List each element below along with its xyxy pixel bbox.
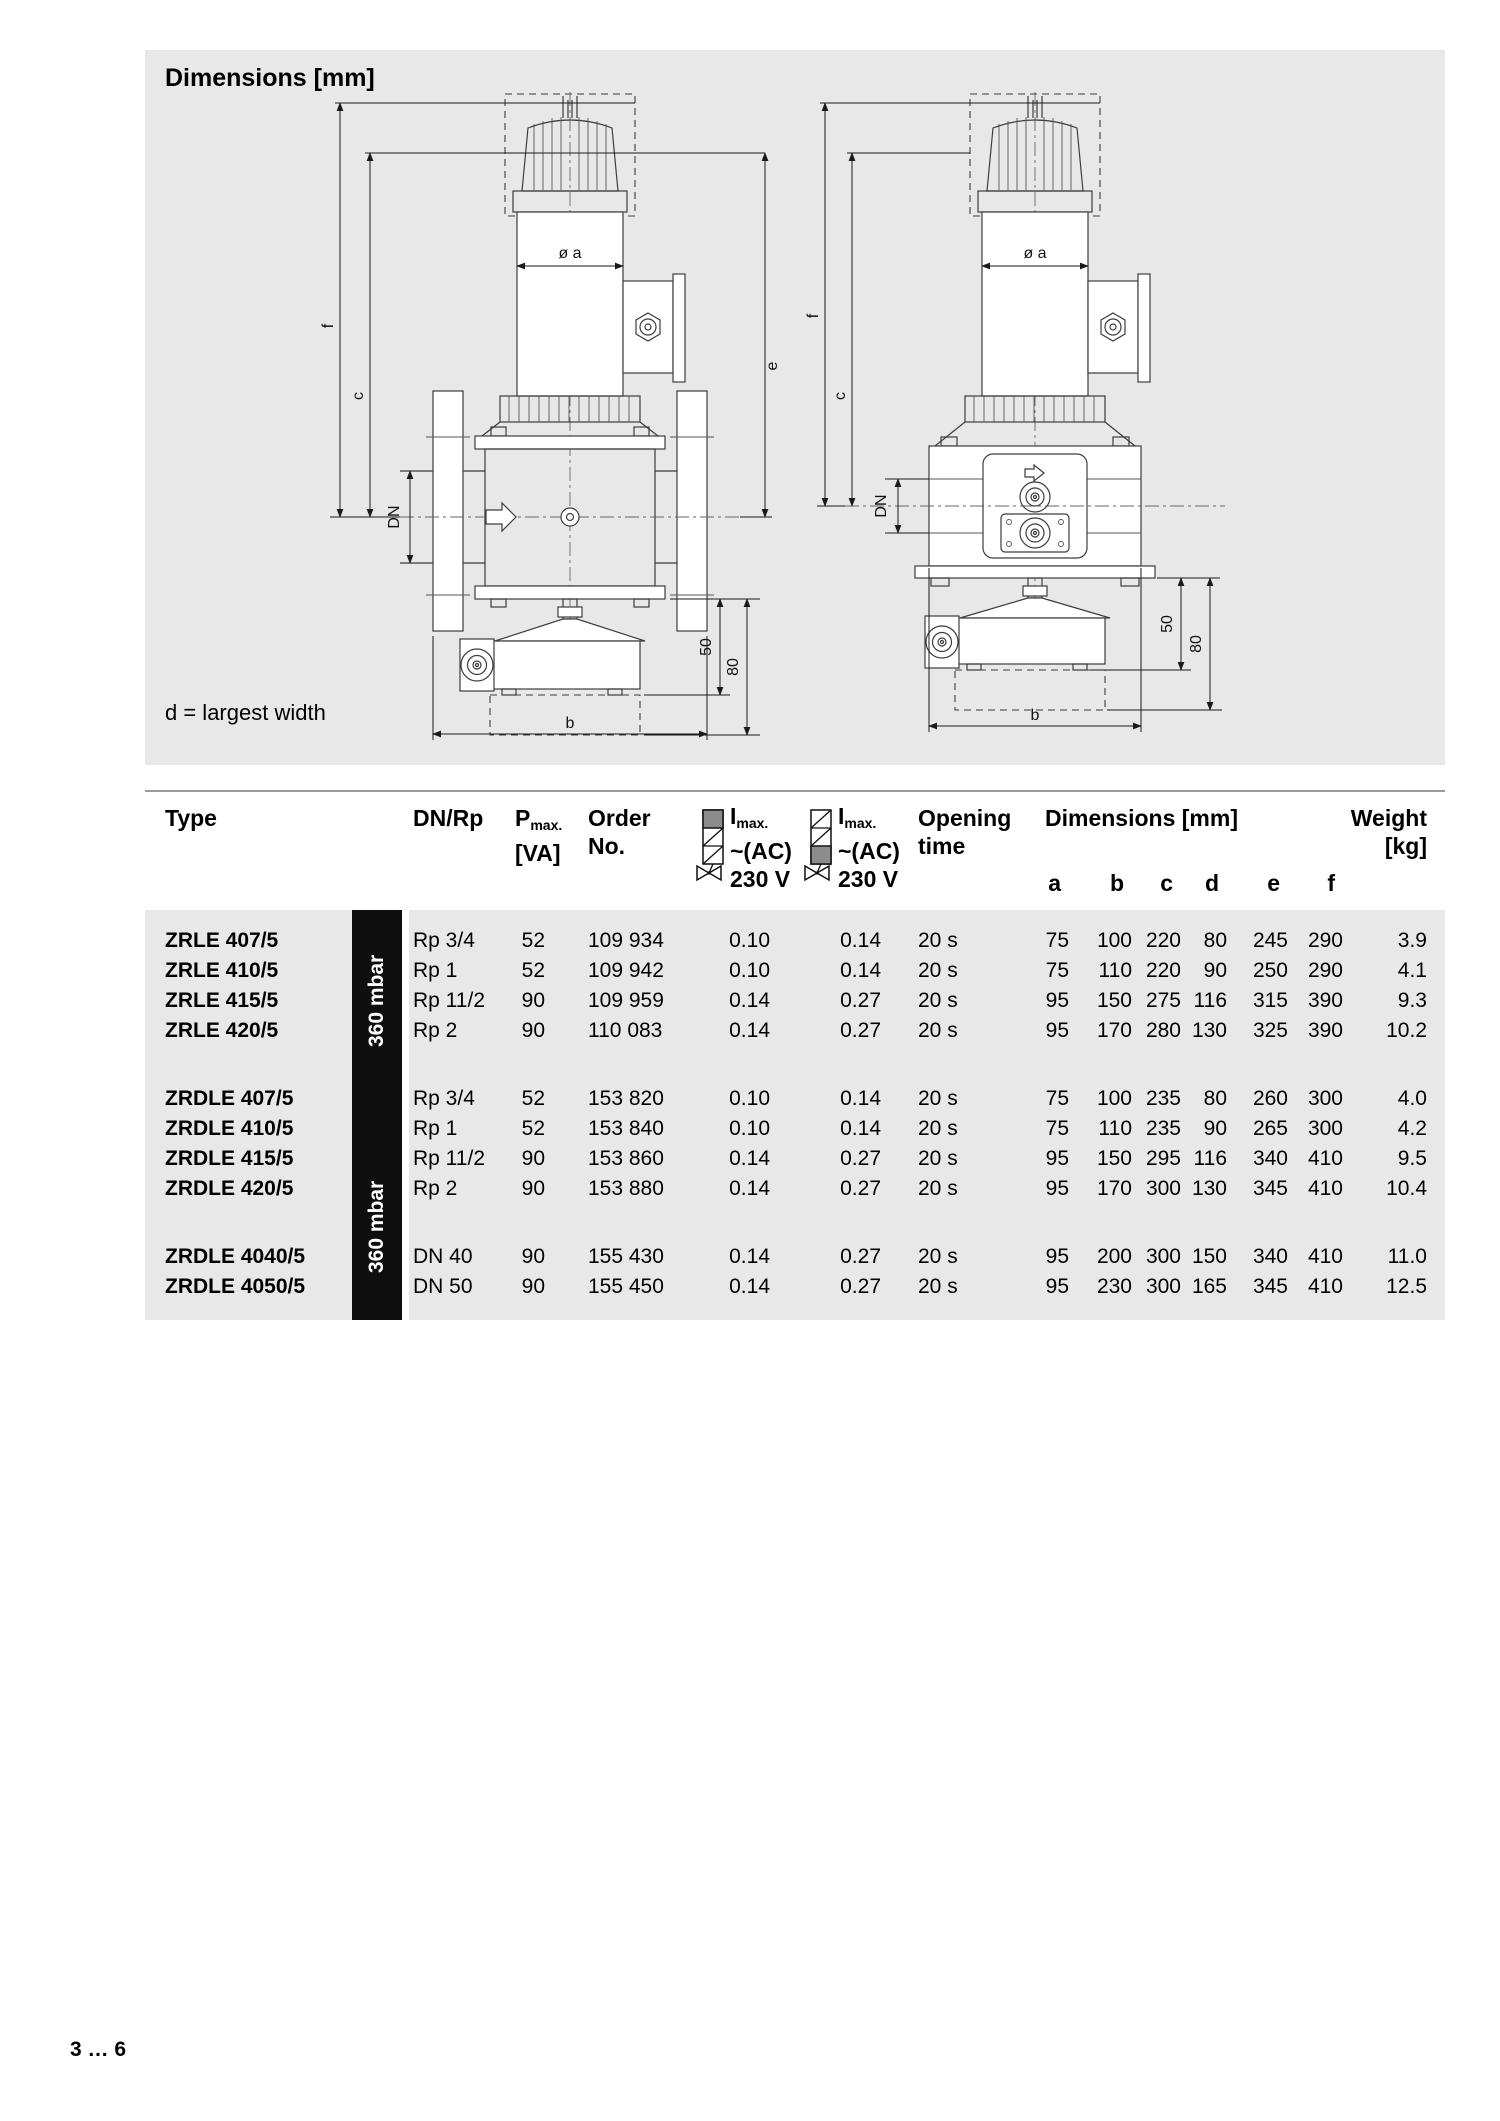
flow-arrow-icon [486, 503, 516, 531]
cell-col5: 0.27 [840, 1177, 881, 1200]
pmax-symbol: P [515, 805, 531, 831]
col-header-dimensions: Dimensions [mm] [1045, 805, 1238, 831]
panel-title: Dimensions [mm] [165, 64, 375, 92]
cell-col7: 75 [1045, 1117, 1069, 1140]
valve-drawing-flanged [250, 66, 830, 756]
cell-col6: 20 s [918, 1019, 958, 1042]
cell-col9: 300 [1145, 1245, 1181, 1268]
cell-col12: 390 [1307, 1019, 1343, 1042]
cell-col10: 130 [1191, 1019, 1227, 1042]
cell-col10: 80 [1203, 1087, 1227, 1110]
cell-col6: 20 s [918, 1275, 958, 1298]
cell-col4: 0.10 [729, 929, 770, 952]
cell-col3: 109 934 [588, 929, 664, 952]
cell-col1: Rp 1 [413, 959, 458, 982]
table-row [145, 986, 1445, 1016]
cell-col1: Rp 11/2 [413, 989, 485, 1012]
opening-line1: Opening [918, 805, 1012, 831]
cell-col13: 12.5 [1386, 1275, 1427, 1298]
cell-col9: 300 [1145, 1177, 1181, 1200]
row-group-zrdle [145, 1084, 1445, 1204]
table-row [145, 1114, 1445, 1144]
largest-width-caption: d = largest width [165, 700, 326, 725]
imax-subscript: max. [736, 815, 769, 831]
opening-line2: time [918, 833, 966, 859]
cell-col3: 153 820 [588, 1087, 664, 1110]
cell-col2: 52 [521, 1087, 545, 1110]
cell-col2: 90 [521, 989, 545, 1012]
cell-col7: 95 [1045, 989, 1069, 1012]
cell-col6: 20 s [918, 989, 958, 1012]
col-header-order-no [588, 804, 651, 860]
cell-col2: 52 [521, 959, 545, 982]
cell-col11: 340 [1252, 1245, 1288, 1268]
dim-label-b: b [565, 715, 575, 732]
pressure-range-label: 360 mbar [365, 954, 388, 1048]
cell-col4: 0.14 [729, 989, 770, 1012]
cell-col7: 95 [1045, 1245, 1069, 1268]
dim-label-dia-a: ø a [558, 245, 582, 262]
cell-col4: 0.14 [729, 1275, 770, 1298]
cell-col4: 0.10 [729, 1087, 770, 1110]
dim-label-50: 50 [1159, 615, 1176, 633]
cell-col5: 0.27 [840, 1245, 881, 1268]
table-row [145, 1242, 1445, 1272]
cell-col12: 410 [1307, 1177, 1343, 1200]
cell-col10: 116 [1193, 989, 1227, 1012]
dim-label-80: 80 [1188, 635, 1205, 653]
cell-col9: 295 [1145, 1147, 1181, 1170]
cell-col12: 410 [1307, 1275, 1343, 1298]
cell-col2: 90 [521, 1177, 545, 1200]
dim-label-f: f [320, 323, 337, 329]
col-header-pmax [515, 804, 562, 867]
cell-col5: 0.14 [840, 959, 881, 982]
row-group-zrle [145, 926, 1445, 1046]
cell-col9: 275 [1145, 989, 1181, 1012]
cell-col10: 80 [1203, 929, 1227, 952]
cell-col3: 110 083 [588, 1019, 663, 1042]
cell-col6: 20 s [918, 959, 958, 982]
cell-col7: 95 [1045, 1177, 1069, 1200]
cell-col8: 100 [1096, 929, 1132, 952]
cell-col13: 3.9 [1397, 929, 1427, 952]
cell-col1: Rp 11/2 [413, 1147, 485, 1170]
table-row [145, 1016, 1445, 1046]
cell-col11: 245 [1252, 929, 1288, 952]
cell-col6: 20 s [918, 1087, 958, 1110]
cell-col8: 150 [1096, 989, 1132, 1012]
cell-col0: ZRDLE 4050/5 [165, 1275, 306, 1298]
cell-col8: 100 [1096, 1087, 1132, 1110]
cell-col2: 52 [521, 1117, 545, 1140]
cell-col13: 4.0 [1397, 1087, 1427, 1110]
row-group-zrdle-dn [145, 1242, 1445, 1302]
cell-col1: Rp 3/4 [413, 929, 475, 952]
cell-col8: 110 [1098, 959, 1132, 982]
weight-line1: Weight [1350, 805, 1427, 831]
cell-col3: 109 959 [588, 989, 664, 1012]
imax-ac: ~(AC) [730, 838, 792, 864]
col-header-type: Type [165, 805, 217, 831]
cell-col12: 390 [1307, 989, 1343, 1012]
dim-letter-b: b [1109, 870, 1124, 896]
cell-col5: 0.14 [840, 1117, 881, 1140]
imax-voltage: 230 V [730, 866, 791, 892]
weight-line2: [kg] [1384, 833, 1427, 859]
cell-col9: 220 [1145, 959, 1181, 982]
cell-col13: 9.5 [1397, 1147, 1427, 1170]
cell-col13: 9.3 [1397, 989, 1427, 1012]
cell-col7: 75 [1045, 959, 1069, 982]
cell-col3: 153 880 [588, 1177, 664, 1200]
cell-col12: 410 [1307, 1245, 1343, 1268]
dim-label-b: b [1030, 707, 1040, 724]
cell-col8: 170 [1096, 1019, 1132, 1042]
cell-col9: 235 [1145, 1087, 1181, 1110]
dimensions-panel [145, 50, 1445, 765]
dim-label-f: f [805, 313, 822, 319]
cell-col8: 230 [1096, 1275, 1132, 1298]
cell-col13: 4.2 [1397, 1117, 1427, 1140]
cell-col3: 153 840 [588, 1117, 664, 1140]
order-line1: Order [588, 805, 651, 831]
cell-col8: 110 [1098, 1117, 1132, 1140]
cell-col5: 0.27 [840, 1275, 881, 1298]
cell-col8: 170 [1096, 1177, 1132, 1200]
order-line2: No. [588, 833, 626, 859]
imax-symbol: I [838, 803, 845, 829]
cell-col2: 90 [521, 1019, 545, 1042]
cell-col10: 150 [1191, 1245, 1227, 1268]
cell-col6: 20 s [918, 929, 958, 952]
cell-col11: 265 [1252, 1117, 1288, 1140]
cell-col8: 150 [1096, 1147, 1132, 1170]
cell-col11: 345 [1252, 1275, 1288, 1298]
cell-col7: 95 [1045, 1019, 1069, 1042]
cell-col3: 155 430 [588, 1245, 664, 1268]
imax-ac: ~(AC) [838, 838, 900, 864]
cell-col4: 0.14 [729, 1177, 770, 1200]
cell-col7: 75 [1045, 1087, 1069, 1110]
dim-letter-e: e [1267, 870, 1280, 896]
cell-col11: 340 [1252, 1147, 1288, 1170]
imax-voltage: 230 V [838, 866, 899, 892]
cell-col11: 345 [1252, 1177, 1288, 1200]
table-row [145, 1272, 1445, 1302]
cell-col0: ZRLE 415/5 [165, 989, 279, 1012]
cell-col0: ZRDLE 4040/5 [165, 1245, 306, 1268]
cell-col5: 0.27 [840, 1147, 881, 1170]
pmax-unit: [VA] [515, 840, 561, 866]
dim-letter-a: a [1048, 870, 1061, 896]
cell-col1: DN 50 [413, 1275, 473, 1298]
table-row [145, 956, 1445, 986]
cell-col4: 0.14 [729, 1147, 770, 1170]
cell-col3: 109 942 [588, 959, 664, 982]
table-row [145, 926, 1445, 956]
cell-col1: DN 40 [413, 1245, 473, 1268]
cell-col0: ZRLE 407/5 [165, 929, 279, 952]
cell-col2: 52 [521, 929, 545, 952]
cell-col9: 235 [1145, 1117, 1181, 1140]
cell-col6: 20 s [918, 1117, 958, 1140]
cell-col0: ZRDLE 415/5 [165, 1147, 294, 1170]
dim-letter-d: d [1204, 870, 1219, 896]
table-header [145, 790, 1445, 912]
cell-col11: 315 [1252, 989, 1288, 1012]
cell-col9: 300 [1145, 1275, 1181, 1298]
cell-col12: 290 [1307, 929, 1343, 952]
cell-col11: 325 [1252, 1019, 1288, 1042]
cell-col3: 153 860 [588, 1147, 664, 1170]
cell-col8: 200 [1096, 1245, 1132, 1268]
cell-col11: 250 [1252, 959, 1288, 982]
dim-label-c: c [350, 392, 367, 400]
cell-col5: 0.14 [840, 929, 881, 952]
cell-col10: 90 [1203, 959, 1227, 982]
page-number: 3 … 6 [70, 2038, 127, 2061]
pmax-subscript: max. [530, 817, 563, 833]
cell-col10: 116 [1193, 1147, 1227, 1170]
cell-col9: 220 [1145, 929, 1181, 952]
col-header-dn-rp: DN/Rp [413, 805, 484, 831]
col-header-opening-time [918, 804, 1011, 860]
cell-col11: 260 [1252, 1087, 1288, 1110]
imax-subscript: max. [844, 815, 877, 831]
cell-col4: 0.10 [729, 959, 770, 982]
cell-col1: Rp 2 [413, 1019, 458, 1042]
cell-col4: 0.14 [729, 1019, 770, 1042]
cell-col0: ZRLE 410/5 [165, 959, 279, 982]
cell-col6: 20 s [918, 1147, 958, 1170]
imax-symbol: I [730, 803, 737, 829]
cell-col1: Rp 3/4 [413, 1087, 475, 1110]
cell-col3: 155 450 [588, 1275, 664, 1298]
cell-col10: 165 [1191, 1275, 1227, 1298]
cell-col12: 300 [1307, 1117, 1343, 1140]
cell-col12: 410 [1307, 1147, 1343, 1170]
valve-drawing-threaded [785, 66, 1365, 756]
cell-col0: ZRDLE 407/5 [165, 1087, 294, 1110]
dim-label-50: 50 [698, 638, 715, 656]
cell-col5: 0.27 [840, 1019, 881, 1042]
pressure-range-label: 360 mbar [365, 1180, 388, 1274]
cell-col7: 75 [1045, 929, 1069, 952]
cell-col6: 20 s [918, 1245, 958, 1268]
table-body [145, 910, 1445, 1320]
dimension-letter-row [145, 870, 1445, 897]
cell-col1: Rp 2 [413, 1177, 458, 1200]
cell-col12: 300 [1307, 1087, 1343, 1110]
cell-col9: 280 [1145, 1019, 1181, 1042]
cell-col0: ZRDLE 410/5 [165, 1117, 294, 1140]
cell-col0: ZRDLE 420/5 [165, 1177, 294, 1200]
dim-label-c: c [832, 392, 849, 400]
dim-letter-f: f [1327, 870, 1335, 896]
dim-label-e: e [764, 361, 781, 371]
cell-col6: 20 s [918, 1177, 958, 1200]
dim-label-dn: DN [386, 505, 403, 529]
cell-col13: 10.4 [1386, 1177, 1427, 1200]
cell-col7: 95 [1045, 1147, 1069, 1170]
dim-letter-c: c [1160, 870, 1173, 896]
cell-col13: 10.2 [1386, 1019, 1427, 1042]
cell-col5: 0.14 [840, 1087, 881, 1110]
cell-col12: 290 [1307, 959, 1343, 982]
dim-label-80: 80 [725, 658, 742, 676]
cell-col4: 0.10 [729, 1117, 770, 1140]
cell-col10: 90 [1203, 1117, 1227, 1140]
cell-col7: 95 [1045, 1275, 1069, 1298]
cell-col2: 90 [521, 1275, 545, 1298]
cell-col13: 4.1 [1397, 959, 1427, 982]
cell-col1: Rp 1 [413, 1117, 458, 1140]
table-row [145, 1144, 1445, 1174]
cell-col2: 90 [521, 1245, 545, 1268]
table-row [145, 1174, 1445, 1204]
dim-label-dn: DN [873, 494, 890, 518]
cell-col13: 11.0 [1387, 1245, 1427, 1268]
cell-col5: 0.27 [840, 989, 881, 1012]
cell-col4: 0.14 [729, 1245, 770, 1268]
dim-label-dia-a: ø a [1023, 245, 1047, 262]
cell-col2: 90 [521, 1147, 545, 1170]
table-row [145, 1084, 1445, 1114]
cell-col0: ZRLE 420/5 [165, 1019, 279, 1042]
col-header-weight [1293, 804, 1427, 860]
cell-col10: 130 [1191, 1177, 1227, 1200]
